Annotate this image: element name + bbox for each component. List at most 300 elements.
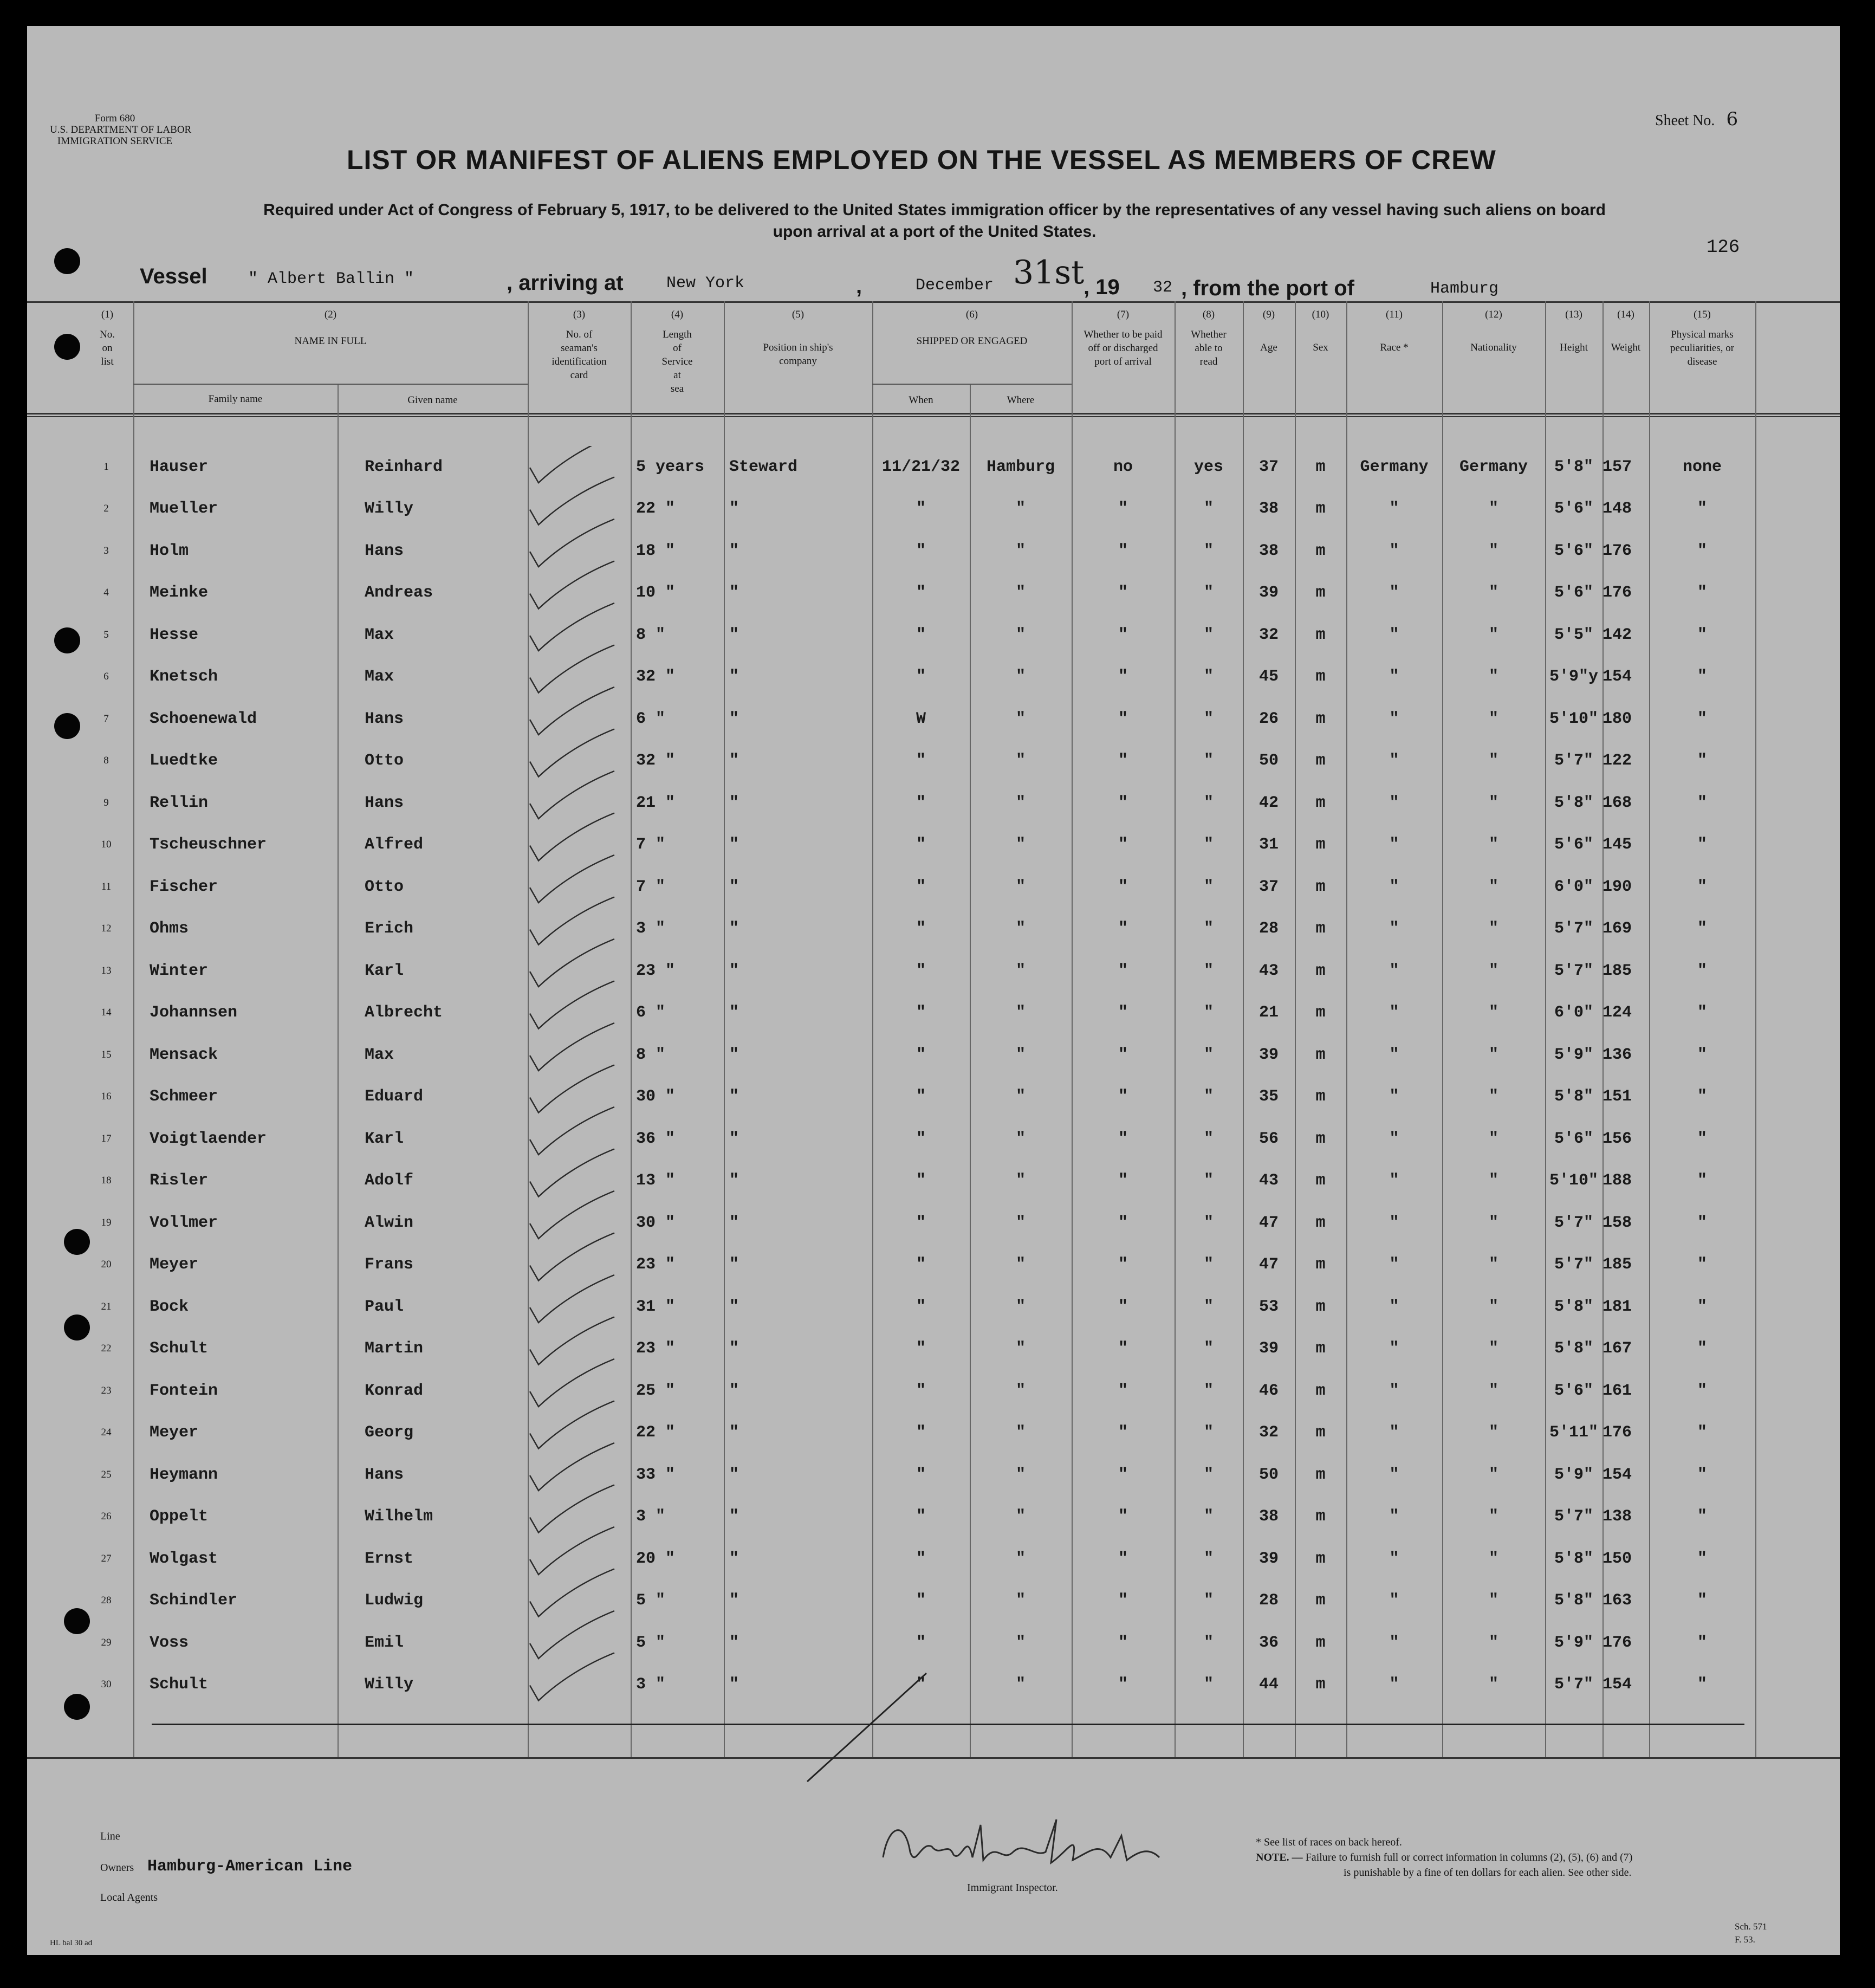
vessel-label: Vessel [140, 264, 207, 288]
physical-marks: " [1697, 1297, 1707, 1316]
family-name: Fontein [150, 1381, 218, 1400]
shipped-when: " [916, 1507, 926, 1526]
paid-off: " [1118, 1549, 1128, 1568]
family-name: Vollmer [150, 1213, 218, 1232]
position: " [729, 1087, 739, 1106]
physical-marks: " [1697, 836, 1707, 854]
physical-marks: " [1697, 1381, 1707, 1400]
race: " [1389, 1045, 1399, 1064]
age: 31 [1258, 836, 1279, 854]
shipped-where: " [1015, 836, 1026, 854]
shipped-where: " [1015, 793, 1026, 812]
shipped-when: " [916, 1255, 926, 1274]
row-number: 19 [101, 1216, 112, 1228]
table-row [79, 950, 1755, 992]
length-of-service: 23 " [636, 961, 676, 980]
length-of-service: 6 " [636, 1003, 666, 1022]
position: " [729, 1213, 739, 1232]
position: " [729, 752, 739, 770]
family-name: Fischer [150, 877, 218, 896]
table-row [79, 1034, 1755, 1076]
sex: m [1315, 836, 1326, 854]
given-name: Otto [365, 877, 404, 896]
given-name: Martin [365, 1339, 424, 1358]
shipped-where: " [1015, 1675, 1026, 1694]
weight: 167 [1602, 1339, 1632, 1358]
row-number: 11 [101, 880, 112, 892]
paid-off: " [1118, 752, 1128, 770]
physical-marks: " [1697, 877, 1707, 896]
weight: 122 [1602, 752, 1632, 770]
physical-marks: " [1697, 1549, 1707, 1568]
nationality: " [1488, 752, 1498, 770]
sex: m [1315, 625, 1326, 644]
page-subtitle [114, 199, 1755, 243]
able-to-read: " [1203, 1003, 1214, 1022]
table-row [79, 572, 1755, 614]
age: 26 [1258, 709, 1279, 728]
length-of-service: 33 " [636, 1465, 676, 1484]
table-row [79, 1328, 1755, 1370]
position: " [729, 961, 739, 980]
family-name: Hesse [150, 625, 199, 644]
age: 38 [1258, 541, 1279, 560]
race: " [1389, 1423, 1399, 1442]
punch-hole [54, 713, 80, 739]
checkmark [530, 603, 614, 651]
nationality: " [1488, 1507, 1498, 1526]
shipped-when: " [916, 1591, 926, 1610]
able-to-read: " [1203, 1087, 1214, 1106]
length-of-service: 6 " [636, 709, 666, 728]
family-name: Schmeer [150, 1087, 218, 1106]
note-line-1: Failure to furnish full or correct information in columns (2), (5), (6) and (7) [1305, 1851, 1633, 1863]
shipped-when: " [916, 1213, 926, 1232]
subtitle-line-2: upon arrival at a port of the United States. [773, 223, 1097, 241]
length-of-service: 25 " [636, 1381, 676, 1400]
able-to-read: " [1203, 1045, 1214, 1064]
given-name: Frans [365, 1255, 414, 1274]
punch-hole [54, 627, 80, 653]
table-row [79, 992, 1755, 1034]
position: " [729, 1465, 739, 1484]
row-number: 10 [101, 839, 112, 851]
position: " [729, 793, 739, 812]
checkmark [530, 1149, 614, 1197]
age: 37 [1258, 457, 1279, 476]
paid-off: " [1118, 1129, 1128, 1148]
position: " [729, 500, 739, 519]
height: 5'8" [1554, 1087, 1593, 1106]
weight: 163 [1602, 1591, 1632, 1610]
nationality: " [1488, 541, 1498, 560]
height: 5'10" [1549, 709, 1598, 728]
shipped-where: " [1015, 1003, 1026, 1022]
given-name: Willy [365, 1675, 414, 1694]
paid-off: " [1118, 500, 1128, 519]
position: " [729, 1591, 739, 1610]
col-header-paid-off: (7) Whether to be paid off or discharged port of arrival [1084, 309, 1163, 367]
shipped-when: " [916, 1045, 926, 1064]
row-number: 30 [101, 1679, 112, 1691]
race: " [1389, 1129, 1399, 1148]
paid-off: " [1118, 1087, 1128, 1106]
family-name: Voigtlaender [150, 1129, 267, 1148]
weight: 176 [1602, 584, 1632, 603]
age: 46 [1258, 1381, 1279, 1400]
shipped-when: " [916, 1129, 926, 1148]
race: " [1389, 1297, 1399, 1316]
table-row [79, 824, 1755, 866]
given-name: Max [365, 1045, 394, 1064]
shipped-where: " [1015, 668, 1026, 687]
position: " [729, 1549, 739, 1568]
weight: 154 [1602, 1675, 1632, 1694]
table-row [79, 1202, 1755, 1244]
shipped-where: " [1015, 752, 1026, 770]
table-row [79, 866, 1755, 908]
able-to-read: " [1203, 668, 1214, 687]
row-number: 13 [101, 964, 112, 976]
checkmark [530, 561, 614, 609]
nationality: " [1488, 1339, 1498, 1358]
paid-off: " [1118, 584, 1128, 603]
physical-marks: " [1697, 1087, 1707, 1106]
paid-off: " [1118, 1171, 1128, 1190]
length-of-service: 31 " [636, 1297, 676, 1316]
given-name: Erich [365, 919, 414, 938]
given-name: Ludwig [365, 1591, 424, 1610]
length-of-service: 30 " [636, 1087, 676, 1106]
weight: 181 [1602, 1297, 1632, 1316]
weight: 150 [1602, 1549, 1632, 1568]
shipped-when: " [916, 919, 926, 938]
sex: m [1315, 584, 1326, 603]
height: 5'7" [1554, 1507, 1593, 1526]
sheet-number [1655, 108, 1738, 130]
able-to-read: " [1203, 1465, 1214, 1484]
age: 44 [1258, 1675, 1279, 1694]
age: 43 [1258, 1171, 1279, 1190]
arrival-port: New York [666, 274, 745, 293]
position: " [729, 1339, 739, 1358]
age: 39 [1258, 1045, 1279, 1064]
sex: m [1315, 1549, 1326, 1568]
able-to-read: " [1203, 1675, 1214, 1694]
family-name: Ohms [150, 919, 189, 938]
nationality: " [1488, 1213, 1498, 1232]
given-name: Paul [365, 1297, 404, 1316]
weight: 176 [1602, 1423, 1632, 1442]
race: " [1389, 1255, 1399, 1274]
row-number: 5 [103, 629, 109, 640]
age: 36 [1258, 1633, 1279, 1652]
weight: 188 [1602, 1171, 1632, 1190]
physical-marks: " [1697, 1591, 1707, 1610]
physical-marks: " [1697, 961, 1707, 980]
position: Steward [729, 457, 798, 476]
nationality: " [1488, 919, 1498, 938]
sex: m [1315, 709, 1326, 728]
col-header-height: (13) Height [1560, 309, 1588, 353]
height: 5'7" [1554, 1255, 1593, 1274]
given-name: Otto [365, 752, 404, 770]
age: 39 [1258, 1339, 1279, 1358]
shipped-when: " [916, 1549, 926, 1568]
height: 5'6" [1554, 836, 1593, 854]
row-number: 29 [101, 1636, 112, 1648]
able-to-read: " [1203, 919, 1214, 938]
paid-off: " [1118, 836, 1128, 854]
checkmark [530, 1275, 614, 1323]
given-name: Max [365, 625, 394, 644]
row-number: 4 [103, 587, 109, 599]
row-number: 7 [103, 713, 109, 724]
col-header-where: Where [1007, 394, 1035, 406]
race: " [1389, 1507, 1399, 1526]
paid-off: " [1118, 1045, 1128, 1064]
weight: 154 [1602, 668, 1632, 687]
checkmark [530, 1527, 614, 1575]
length-of-service: 32 " [636, 752, 676, 770]
height: 6'0" [1554, 877, 1593, 896]
checkmark [530, 981, 614, 1029]
form-number: Form 680 [94, 113, 135, 124]
weight: 176 [1602, 1633, 1632, 1652]
table-row [79, 446, 1755, 488]
physical-marks: " [1697, 919, 1707, 938]
paid-off: " [1118, 1339, 1128, 1358]
subtitle-line-1: Required under Act of Congress of February 5, 1917, to be delivered to the United States immigration officer by the representatives of any vessel having such aliens on board [263, 201, 1606, 219]
physical-marks: " [1697, 1423, 1707, 1442]
from-port-label: , from the port of [1181, 276, 1354, 300]
shipped-where: " [1015, 1297, 1026, 1316]
race: " [1389, 1549, 1399, 1568]
family-name: Winter [150, 961, 209, 980]
shipped-where: " [1015, 1423, 1026, 1442]
given-name: Emil [365, 1633, 404, 1652]
shipped-when: " [916, 668, 926, 687]
sex: m [1315, 793, 1326, 812]
age: 21 [1258, 1003, 1279, 1022]
nationality: " [1488, 836, 1498, 854]
shipped-when: " [916, 1675, 926, 1694]
height: 5'8" [1554, 457, 1593, 476]
paid-off: " [1118, 1423, 1128, 1442]
weight: 185 [1602, 1255, 1632, 1274]
checkmark [530, 1485, 614, 1533]
given-name: Wilhelm [365, 1507, 433, 1526]
physical-marks: " [1697, 1339, 1707, 1358]
sex: m [1315, 1633, 1326, 1652]
physical-marks: " [1697, 625, 1707, 644]
race: " [1389, 919, 1399, 938]
row-number: 6 [103, 671, 109, 683]
physical-marks: " [1697, 793, 1707, 812]
given-name: Albrecht [365, 1003, 443, 1022]
table-row [79, 1622, 1755, 1664]
shipped-when: " [916, 1087, 926, 1106]
position: " [729, 1255, 739, 1274]
given-name: Georg [365, 1423, 414, 1442]
able-to-read: " [1203, 625, 1214, 644]
checkmark [530, 687, 614, 735]
family-name: Heymann [150, 1465, 218, 1484]
table-row [79, 656, 1755, 698]
shipped-where: " [1015, 1045, 1026, 1064]
checkmark [530, 939, 614, 987]
checkmark [530, 519, 614, 567]
length-of-service: 8 " [636, 625, 666, 644]
able-to-read: " [1203, 1255, 1214, 1274]
age: 43 [1258, 961, 1279, 980]
weight: 154 [1602, 1465, 1632, 1484]
checkmark [530, 729, 614, 777]
physical-marks: " [1697, 668, 1707, 687]
weight: 185 [1602, 961, 1632, 980]
age: 53 [1258, 1297, 1279, 1316]
nationality: " [1488, 1633, 1498, 1652]
position: " [729, 1675, 739, 1694]
race: " [1389, 668, 1399, 687]
row-number: 21 [101, 1300, 112, 1312]
race: " [1389, 836, 1399, 854]
age: 39 [1258, 1549, 1279, 1568]
nationality: " [1488, 1129, 1498, 1148]
sex: m [1315, 877, 1326, 896]
table-row [79, 530, 1755, 572]
line-label: Line [100, 1830, 120, 1842]
sex: m [1315, 541, 1326, 560]
shipped-when: " [916, 1381, 926, 1400]
position: " [729, 1381, 739, 1400]
shipped-where: " [1015, 961, 1026, 980]
able-to-read: " [1203, 1213, 1214, 1232]
paid-off: no [1113, 457, 1133, 476]
race: " [1389, 793, 1399, 812]
shipped-when: " [916, 836, 926, 854]
col-header-id-card: (3) No. of seaman's identification card [552, 309, 607, 381]
sex: m [1315, 1339, 1326, 1358]
family-name: Johannsen [150, 1003, 238, 1022]
family-name: Luedtke [150, 752, 218, 770]
able-to-read: " [1203, 584, 1214, 603]
physical-marks: " [1697, 500, 1707, 519]
race: " [1389, 1339, 1399, 1358]
paid-off: " [1118, 1507, 1128, 1526]
shipped-when: " [916, 584, 926, 603]
position: " [729, 1003, 739, 1022]
nationality: " [1488, 877, 1498, 896]
height: 5'9" [1554, 1633, 1593, 1652]
physical-marks: " [1697, 1129, 1707, 1148]
col-header-name: (2) NAME IN FULL [294, 309, 367, 347]
height: 5'6" [1554, 541, 1593, 560]
checkmark [530, 1569, 614, 1617]
position: " [729, 541, 739, 560]
table-row [79, 1118, 1755, 1160]
penalty-note-line-2: is punishable by a fine of ten dollars for each alien. See other side. [1344, 1867, 1632, 1879]
sex: m [1315, 668, 1326, 687]
table-row [79, 1580, 1755, 1622]
weight: 180 [1602, 709, 1632, 728]
arriving-label: , arriving at [507, 271, 624, 295]
height: 5'8" [1554, 1549, 1593, 1568]
position: " [729, 836, 739, 854]
table-row [79, 908, 1755, 950]
nationality: " [1488, 1675, 1498, 1694]
able-to-read: " [1203, 541, 1214, 560]
height: 5'7" [1554, 919, 1593, 938]
nationality: " [1488, 1255, 1498, 1274]
height: 5'11" [1549, 1423, 1598, 1442]
given-name: Hans [365, 1465, 404, 1484]
shipped-when: " [916, 877, 926, 896]
race: " [1389, 500, 1399, 519]
weight: 158 [1602, 1213, 1632, 1232]
manifest-sheet [27, 26, 1840, 1955]
row-number: 26 [101, 1511, 112, 1523]
physical-marks: " [1697, 1675, 1707, 1694]
shipped-when: " [916, 752, 926, 770]
paid-off: " [1118, 877, 1128, 896]
table-row [79, 488, 1755, 530]
vessel-name: " Albert Ballin " [248, 270, 414, 288]
shipped-where: " [1015, 1255, 1026, 1274]
checkmark [530, 813, 614, 861]
length-of-service: 22 " [636, 1423, 676, 1442]
row-number: 25 [101, 1468, 112, 1480]
sex: m [1315, 1087, 1326, 1106]
sex: m [1315, 1171, 1326, 1190]
paid-off: " [1118, 919, 1128, 938]
able-to-read: " [1203, 793, 1214, 812]
paid-off: " [1118, 1213, 1128, 1232]
given-name: Eduard [365, 1087, 424, 1106]
nationality: Germany [1459, 457, 1528, 476]
paid-off: " [1118, 1591, 1128, 1610]
family-name: Hauser [150, 457, 209, 476]
table-row [79, 1496, 1755, 1538]
weight: 168 [1602, 793, 1632, 812]
able-to-read: " [1203, 961, 1214, 980]
shipped-when: " [916, 1423, 926, 1442]
race: " [1389, 877, 1399, 896]
position: " [729, 1507, 739, 1526]
shipped-where: " [1015, 1507, 1026, 1526]
table-row [79, 1286, 1755, 1328]
physical-marks: " [1697, 709, 1707, 728]
col-header-age: (9) Age [1260, 309, 1277, 353]
inspector-signature [872, 1809, 1176, 1879]
race: " [1389, 1213, 1399, 1232]
height: 5'7" [1554, 961, 1593, 980]
race: " [1389, 709, 1399, 728]
shipped-where: " [1015, 1591, 1026, 1610]
given-name: Hans [365, 709, 404, 728]
nationality: " [1488, 1423, 1498, 1442]
service-name: IMMIGRATION SERVICE [57, 135, 173, 147]
checkmark [530, 1191, 614, 1239]
family-name: Tscheuschner [150, 836, 267, 854]
family-name: Oppelt [150, 1507, 209, 1526]
shipped-where: " [1015, 625, 1026, 644]
given-name: Karl [365, 1129, 404, 1148]
shipped-where: " [1015, 541, 1026, 560]
height: 5'6" [1554, 1129, 1593, 1148]
sex: m [1315, 1507, 1326, 1526]
height: 5'7" [1554, 1213, 1593, 1232]
